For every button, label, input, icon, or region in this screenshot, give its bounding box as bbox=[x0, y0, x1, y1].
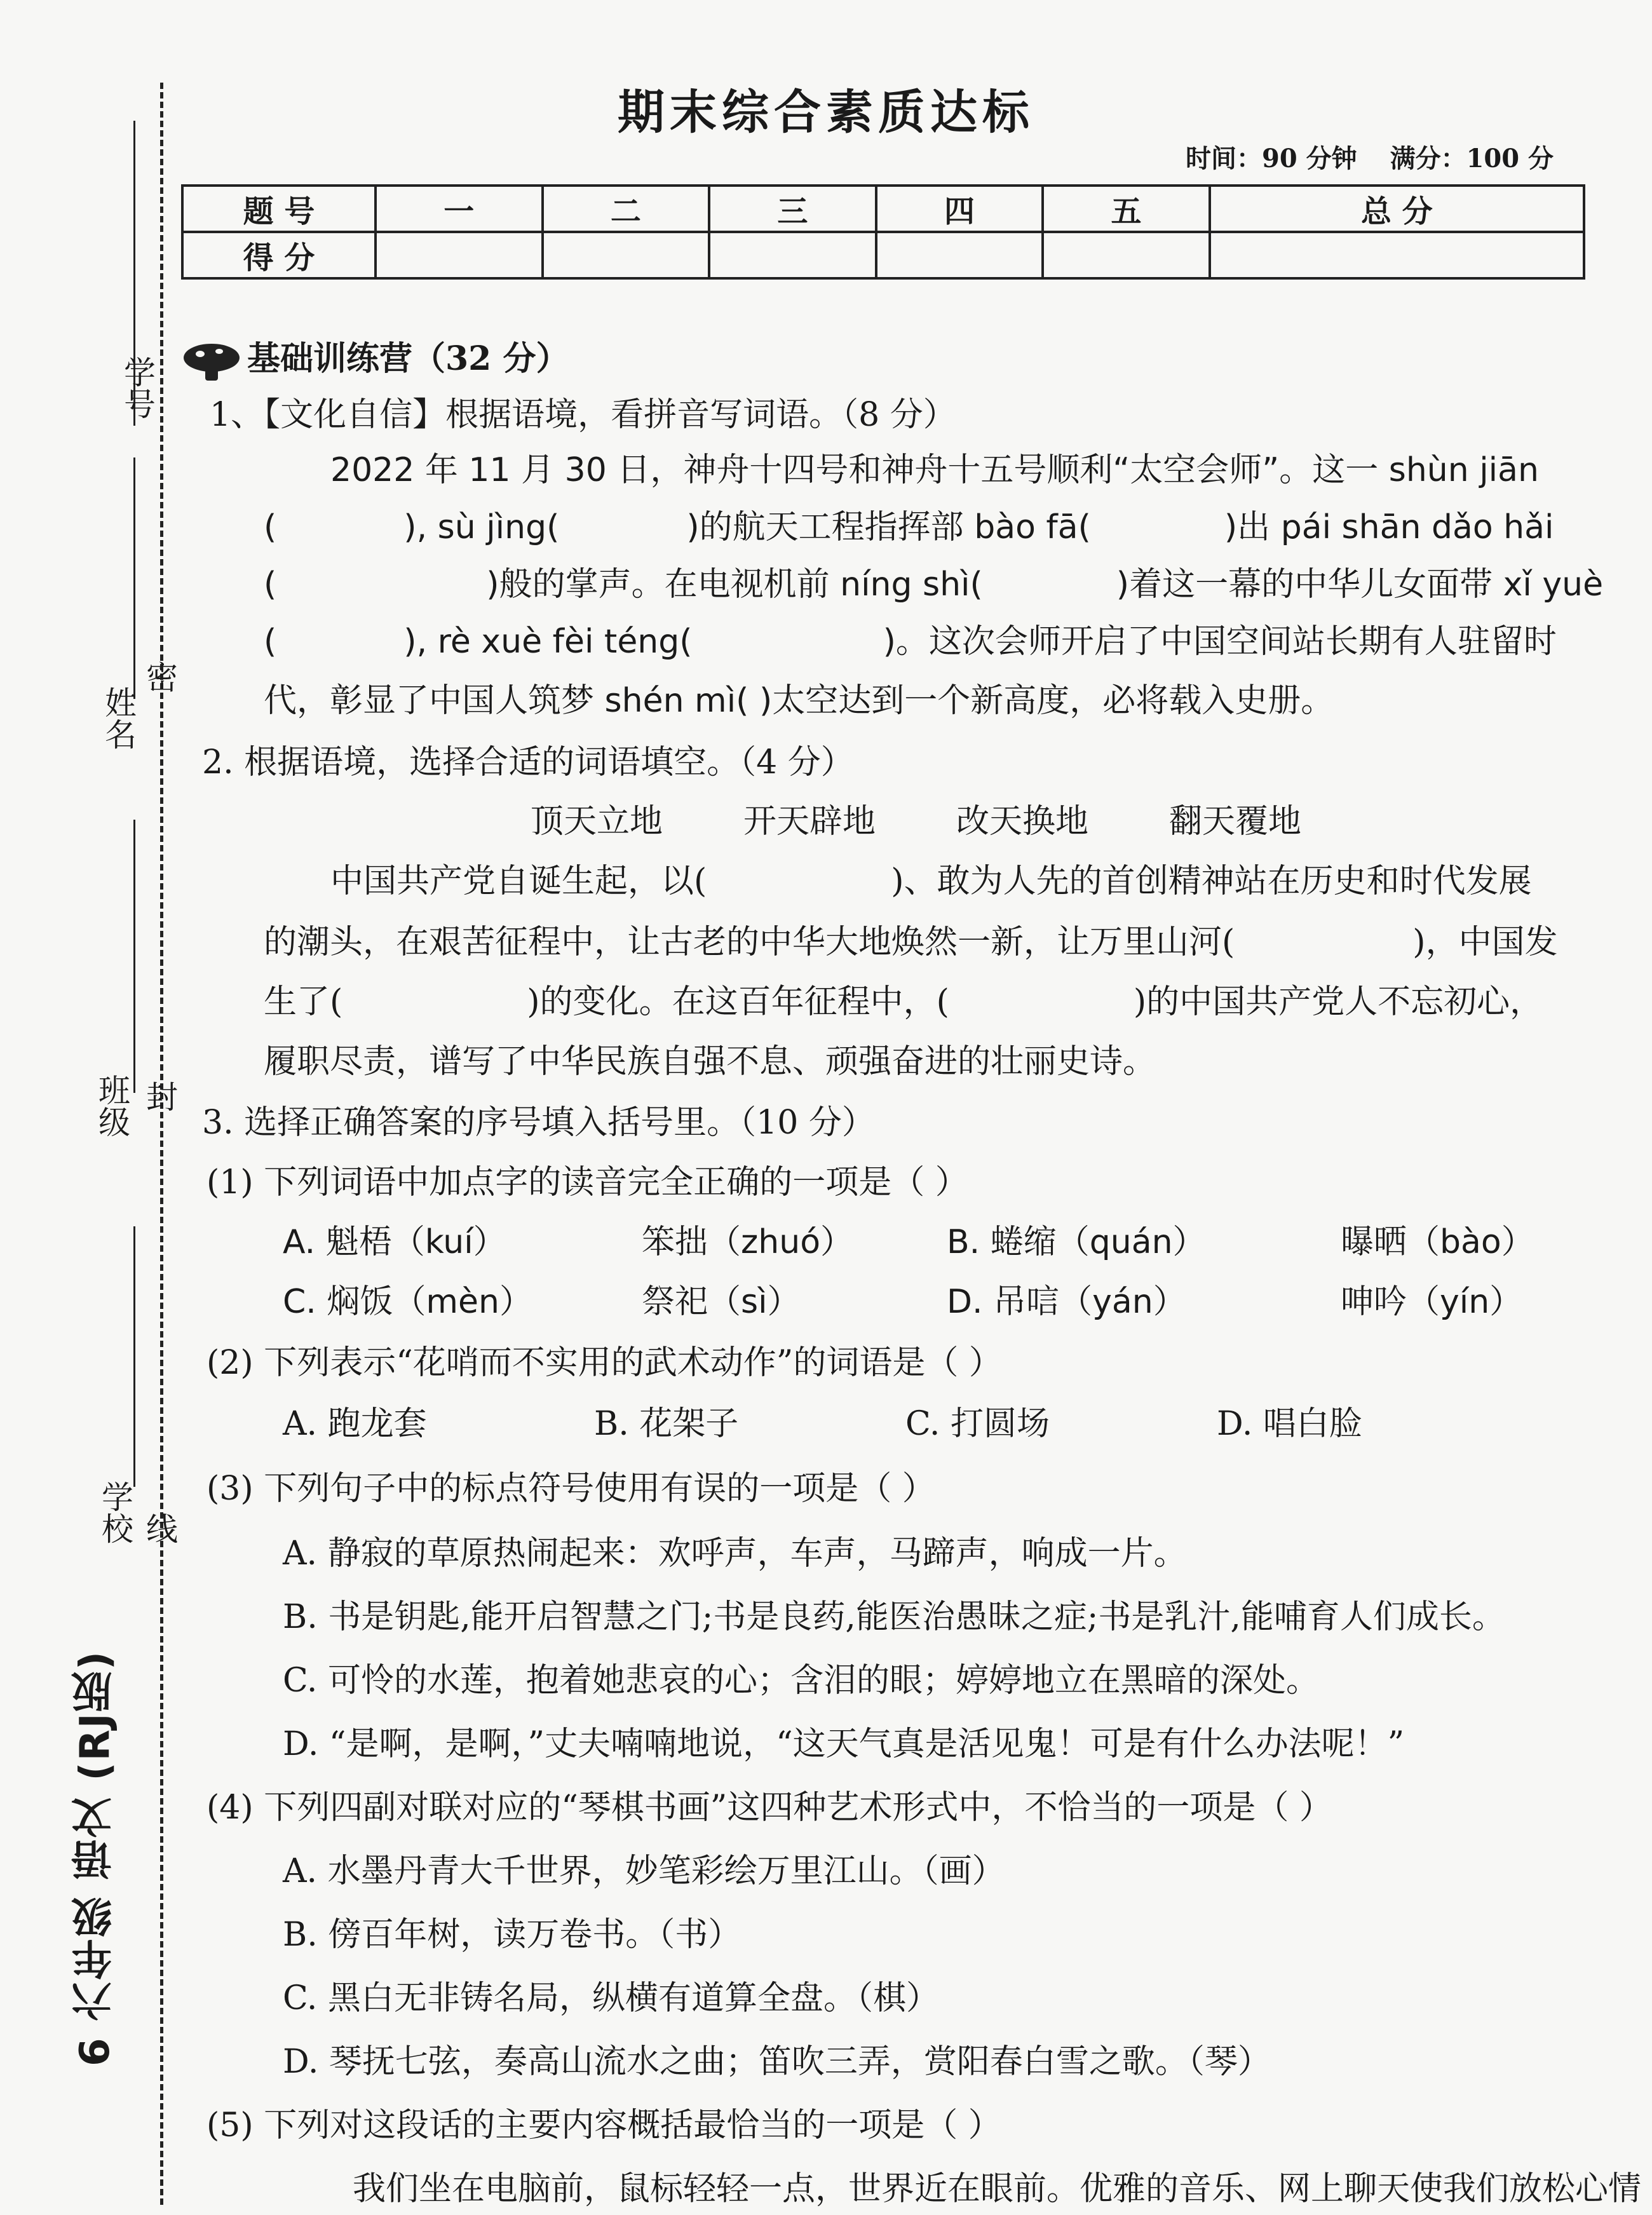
score-row-label: 得 分 bbox=[182, 232, 376, 278]
q3-sub3-option: B. 书是钥匙,能开启智慧之门;书是良药,能医治愚昧之症;书是乳汁,能哺育人们成长。 bbox=[283, 1598, 1505, 1636]
q1-text: ), sù jìng( bbox=[403, 508, 560, 546]
q1-text: )般的掌声。在电视机前 níng shì( bbox=[486, 566, 983, 604]
score-cell[interactable] bbox=[1210, 232, 1584, 278]
q1-line-2 bbox=[264, 505, 1554, 550]
score-cell[interactable] bbox=[876, 232, 1043, 278]
q3-sub3-option: D. “是啊，是啊，”丈夫喃喃地说，“这天气真是活见鬼！可是有什么办法呢！” bbox=[283, 1725, 1405, 1763]
q1-line-1: 2022 年 11 月 30 日，神舟十四号和神舟十五号顺利“太空会师”。这一 shùn jiān bbox=[330, 451, 1539, 489]
score-header-cell: 一 bbox=[376, 186, 543, 232]
q2-text: )的变化。在这百年征程中，( bbox=[527, 983, 949, 1021]
q3-sub2-option: B. 花架子 bbox=[594, 1405, 739, 1443]
q1-text: )出 pái shān dǎo hǎi bbox=[1224, 508, 1554, 546]
xuehao-label: 学号 bbox=[119, 356, 156, 419]
mi-label: 密 bbox=[141, 661, 178, 693]
q2-word-2: 改天换地 bbox=[956, 803, 1089, 841]
xian-label: 线 bbox=[141, 1512, 178, 1544]
q3-sub1-option: A. 魁梧（kuí） bbox=[283, 1223, 506, 1261]
q3-sub5: (5) 下列对这段话的主要内容概括最恰当的一项是（ ） bbox=[207, 2106, 1001, 2144]
q1-heading: 1、【文化自信】根据语境，看拼音写词语。（8 分） bbox=[210, 396, 956, 434]
q2-text: 中国共产党自诞生起，以( bbox=[330, 862, 707, 900]
q3-sub1-option: 曝晒（bào） bbox=[1341, 1223, 1534, 1261]
grade-spine-label: 6 六年级 语文 (RJ版) bbox=[72, 1650, 119, 2067]
q3-sub5-passage: 我们坐在电脑前，鼠标轻轻一点，世界近在眼前。优雅的音乐、网上聊天使我们放松心情 bbox=[353, 2170, 1642, 2208]
xuexiao-label: 学校 bbox=[97, 1480, 133, 1544]
q1-text: ), rè xuè fèi téng( bbox=[403, 623, 693, 661]
exam-full-score: 满分：100 分 bbox=[1390, 144, 1554, 173]
q3-sub1-option: 祭祀（sì） bbox=[642, 1283, 801, 1321]
score-header-cell: 三 bbox=[709, 186, 876, 232]
xuexiao-underline bbox=[133, 1226, 135, 1487]
q1-line-4 bbox=[264, 620, 1557, 664]
q2-line-1 bbox=[330, 859, 1532, 904]
q2-text: )、敢为人先的首创精神站在历史和时代发展 bbox=[891, 862, 1532, 900]
q2-word-0: 顶天立地 bbox=[531, 803, 663, 841]
q3-sub4: (4) 下列四副对联对应的“琴棋书画”这四种艺术形式中，不恰当的一项是（ ） bbox=[207, 1789, 1332, 1827]
q3-sub1-option: B. 蜷缩（quán） bbox=[947, 1223, 1206, 1261]
q2-text: )的中国共产党人不忘初心， bbox=[1133, 983, 1543, 1021]
q3-sub1-option: 呻吟（yín） bbox=[1341, 1283, 1523, 1321]
q1-text: )。这次会师开启了中国空间站长期有人驻留时 bbox=[883, 623, 1557, 661]
q3-sub1: (1) 下列词语中加点字的读音完全正确的一项是（ ） bbox=[207, 1163, 968, 1202]
q3-sub2: (2) 下列表示“花哨而不实用的武术动作”的词语是（ ） bbox=[207, 1344, 1002, 1382]
q3-sub2-option: D. 唱白脸 bbox=[1217, 1405, 1362, 1443]
score-cell[interactable] bbox=[376, 232, 543, 278]
exam-meta bbox=[1153, 139, 1554, 175]
q2-word-3: 翻天覆地 bbox=[1169, 803, 1302, 841]
q1-text: ( bbox=[264, 508, 277, 546]
q2-line-4: 履职尽责，谱写了中华民族自强不息、顽强奋进的壮丽史诗。 bbox=[264, 1043, 1156, 1081]
q3-sub1-option: C. 焖饭（mèn） bbox=[283, 1283, 532, 1321]
q3-sub1-option: 笨拙（zhuó） bbox=[642, 1223, 854, 1261]
mushroom-icon bbox=[181, 341, 242, 382]
score-cell[interactable] bbox=[543, 232, 710, 278]
q3-sub4-option: D. 琴抚七弦，奏高山流水之曲；笛吹三弄，赏阳春白雪之歌。（琴） bbox=[283, 2043, 1271, 2081]
score-cell[interactable] bbox=[709, 232, 876, 278]
score-header-cell: 总 分 bbox=[1210, 186, 1584, 232]
score-header-cell: 五 bbox=[1043, 186, 1210, 232]
q1-text: )的航天工程指挥部 bào fā( bbox=[686, 508, 1091, 546]
score-cell[interactable] bbox=[1043, 232, 1210, 278]
score-table-score-row bbox=[182, 232, 1584, 278]
section1-title: 基础训练营（32 分） bbox=[247, 339, 569, 378]
q3-sub4-option: A. 水墨丹青大千世界，妙笔彩绘万里江山。（画） bbox=[283, 1852, 1005, 1890]
q3-sub4-option: B. 傍百年树，读万卷书。（书） bbox=[283, 1916, 741, 1954]
q3-sub2-option: A. 跑龙套 bbox=[283, 1405, 427, 1443]
xingming-underline bbox=[133, 457, 135, 699]
q3-sub2-option: C. 打圆场 bbox=[905, 1405, 1050, 1443]
xingming-label: 姓名 bbox=[100, 686, 137, 750]
feng-label: 封 bbox=[141, 1080, 178, 1112]
q2-heading: 2. 根据语境，选择合适的词语填空。（4 分） bbox=[202, 743, 854, 782]
q2-text: )，中国发 bbox=[1412, 923, 1558, 961]
q1-line-5: 代，彰显了中国人筑梦 shén mì( )太空达到一个新高度，必将载入史册。 bbox=[264, 682, 1334, 720]
exam-time: 时间：90 分钟 bbox=[1185, 144, 1357, 173]
score-table bbox=[181, 184, 1585, 280]
q3-heading: 3. 选择正确答案的序号填入括号里。（10 分） bbox=[202, 1104, 875, 1142]
q2-text: 的潮头，在艰苦征程中，让古老的中华大地焕然一新，让万里山河( bbox=[264, 923, 1235, 961]
q3-sub1-option: D. 吊唁（yán） bbox=[947, 1283, 1186, 1321]
q1-text: ( bbox=[264, 566, 277, 604]
banji-underline bbox=[133, 820, 135, 1093]
q2-line-2 bbox=[264, 920, 1558, 965]
score-header-cell: 四 bbox=[876, 186, 1043, 232]
cut-line bbox=[160, 83, 163, 2205]
q2-word-1: 开天辟地 bbox=[743, 803, 876, 841]
q3-sub4-option: C. 黑白无非铸名局，纵横有道算全盘。（棋） bbox=[283, 1979, 939, 2017]
score-table-header-row bbox=[182, 186, 1584, 232]
score-header-cell: 题 号 bbox=[182, 186, 376, 232]
q3-sub3-option: C. 可怜的水莲，抱着她悲哀的心；含泪的眼；婷婷地立在黑暗的深处。 bbox=[283, 1662, 1319, 1700]
q1-text: ( bbox=[264, 623, 277, 661]
page-title: 期末综合素质达标 bbox=[618, 85, 1034, 140]
q1-text: )着这一幕的中华儿女面带 xǐ yuè bbox=[1116, 566, 1604, 604]
q2-line-3 bbox=[264, 980, 1543, 1024]
score-header-cell: 二 bbox=[543, 186, 710, 232]
q3-sub3: (3) 下列句子中的标点符号使用有误的一项是（ ） bbox=[207, 1470, 935, 1508]
q3-sub3-option: A. 静寂的草原热闹起来：欢呼声，车声，马蹄声，响成一片。 bbox=[283, 1534, 1187, 1573]
q1-line-3 bbox=[264, 562, 1603, 607]
section1-heading bbox=[181, 337, 569, 382]
banji-label: 班级 bbox=[93, 1074, 130, 1137]
q2-text: 生了( bbox=[264, 983, 343, 1021]
